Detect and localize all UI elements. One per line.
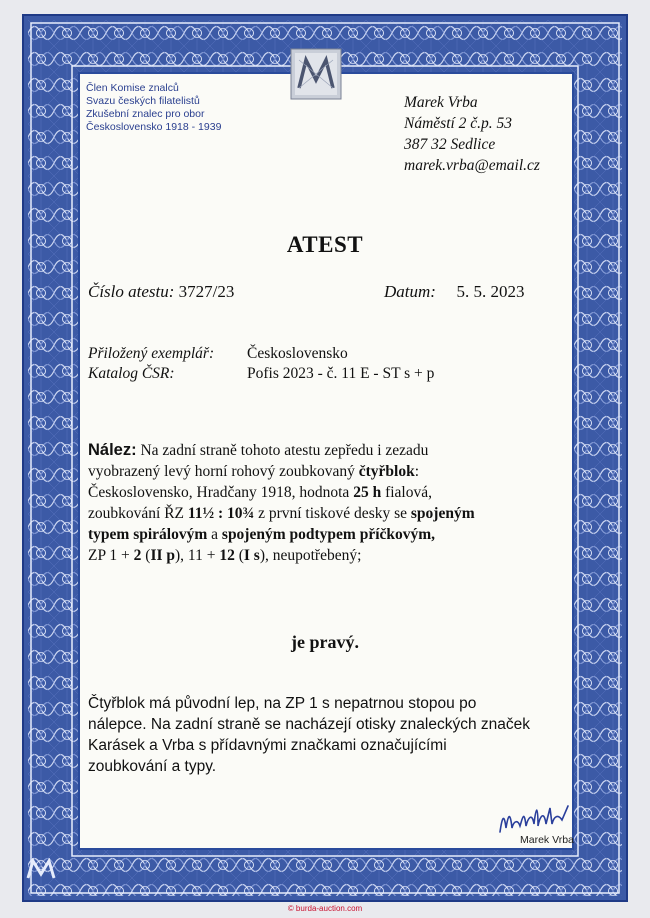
exemplar-label: Přiložený exemplář: xyxy=(88,345,215,362)
member-line: Československo 1918 - 1939 xyxy=(86,121,222,133)
finding-text: a xyxy=(211,526,219,543)
certificate-number-row xyxy=(88,282,234,302)
finding-bold: I s xyxy=(243,547,260,564)
member-line: Svazu českých filatelistů xyxy=(86,95,200,107)
certificate-number-value: 3727/23 xyxy=(178,282,235,301)
finding-line xyxy=(88,482,562,503)
finding-text: : xyxy=(414,463,420,480)
notes-line: Karásek a Vrba s přídavnými značkami označujícími xyxy=(88,737,447,754)
finding-text: fialová, xyxy=(385,484,432,501)
member-line: Člen Komise znalců xyxy=(86,82,179,94)
finding-bold: 2 xyxy=(133,547,142,564)
member-line: Zkušební znalec pro obor xyxy=(86,108,205,120)
member-block xyxy=(86,82,221,134)
notes-line: Čtyřblok má původní lep, na ZP 1 s nepatrnou stopou po xyxy=(88,695,477,712)
finding-text: ( xyxy=(145,547,151,564)
finding-line xyxy=(88,524,562,545)
finding-bold: 11½ : 10¾ xyxy=(187,505,255,522)
finding-text: zoubkování ŘZ xyxy=(88,505,184,522)
finding-text: ), 11 + xyxy=(175,547,216,564)
finding-bold: 12 xyxy=(219,547,235,564)
finding-text: ), neupotřebený; xyxy=(259,547,362,564)
exemplar-values xyxy=(247,344,434,384)
verdict: je pravý. xyxy=(291,632,359,652)
catalog-label: Katalog ČSR: xyxy=(88,365,175,382)
finding-label: Nález: xyxy=(88,441,137,459)
exemplar-labels xyxy=(88,344,214,384)
finding-text: Československo, Hradčany 1918, hodnota xyxy=(88,484,350,501)
exemplar-value: Československo xyxy=(247,345,348,362)
finding-bold: 25 h xyxy=(353,484,382,501)
address-email: marek.vrba@email.cz xyxy=(404,157,540,174)
certificate-date-row xyxy=(384,282,524,302)
notes-line: zoubkování a typy. xyxy=(88,758,217,775)
footer-watermark: © burda-auction.com xyxy=(287,904,363,913)
finding-bold: typem spirálovým xyxy=(88,526,208,543)
certificate-date-label: Datum: xyxy=(384,282,436,301)
notes-paragraph xyxy=(88,693,562,777)
address-block xyxy=(404,92,540,176)
finding-bold: čtyřblok xyxy=(358,463,415,480)
finding-line xyxy=(88,440,562,461)
finding-paragraph xyxy=(88,440,562,566)
address-street: Náměstí 2 č.p. 53 xyxy=(404,115,513,132)
finding-text: ( xyxy=(238,547,244,564)
finding-line xyxy=(88,503,562,524)
address-city: 387 32 Sedlice xyxy=(404,136,496,153)
hologram-logo-icon xyxy=(290,48,342,100)
certificate-number-label: Číslo atestu: xyxy=(88,282,175,301)
finding-bold: spojeným xyxy=(410,505,475,522)
notes-line: nálepce. Na zadní straně se nacházejí otisky znaleckých značek xyxy=(88,716,530,733)
finding-bold: spojeným podtypem příčkovým, xyxy=(221,526,436,543)
finding-text: vyobrazený levý horní rohový zoubkovaný xyxy=(88,463,355,480)
mv-corner-logo-icon xyxy=(26,858,56,880)
finding-bold: II p xyxy=(150,547,175,564)
catalog-value: Pofis 2023 - č. 11 E - ST s + p xyxy=(247,365,435,382)
finding-line xyxy=(88,545,562,566)
certificate-date-value: 5. 5. 2023 xyxy=(456,282,525,301)
address-name: Marek Vrba xyxy=(404,94,478,111)
finding-text: Na zadní straně tohoto atestu zepředu i zezadu xyxy=(140,442,429,459)
finding-line xyxy=(88,461,562,482)
document-title: ATEST xyxy=(286,232,364,257)
finding-text: ZP 1 + xyxy=(88,547,130,564)
finding-text: z první tiskové desky se xyxy=(258,505,408,522)
signature-name: Marek Vrba xyxy=(520,834,574,846)
